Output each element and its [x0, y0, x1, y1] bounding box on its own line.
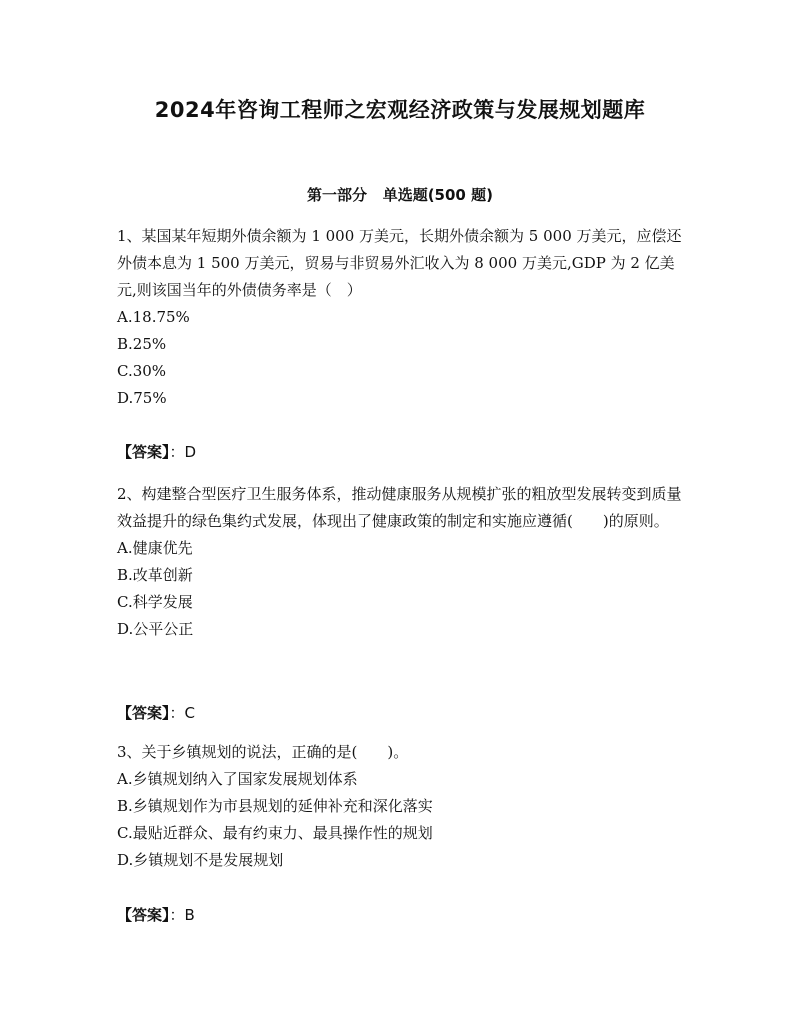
- option-b: B.乡镇规划作为市县规划的延伸补充和深化落实: [117, 797, 433, 815]
- answer-1: [117, 441, 196, 463]
- question-stem: 3、关于乡镇规划的说法，正确的是( )。: [117, 743, 409, 761]
- option-b: B.改革创新: [117, 566, 193, 584]
- option-a: A.健康优先: [117, 539, 193, 557]
- answer-label: 【答案】: [117, 906, 170, 924]
- option-d: D.75%: [117, 389, 167, 407]
- question-stem: 1、某国某年短期外债余额为 1 000 万美元，长期外债余额为 5 000 万美元，应偿还外债本息为 1 500 万美元，贸易与非贸易外汇收入为 8 000 万美元,GDP 为 2 亿美元,则该国当年的外债债务率是（ ）: [117, 227, 682, 299]
- option-a: A.乡镇规划纳入了国家发展规划体系: [117, 770, 358, 788]
- option-b: B.25%: [117, 335, 167, 353]
- question-3: [117, 739, 687, 874]
- answer-2: [117, 702, 195, 724]
- section-heading: 第一部分 单选题(500 题): [307, 186, 493, 204]
- answer-value: ：C: [169, 704, 195, 722]
- answer-value: ：D: [169, 443, 197, 461]
- answer-label: 【答案】: [117, 704, 170, 722]
- option-c: C.30%: [117, 362, 167, 380]
- question-stem: 2、构建整合型医疗卫生服务体系，推动健康服务从规模扩张的粗放型发展转变到质量效益提升的绿色集约式发展，体现出了健康政策的制定和实施应遵循( )的原则。: [117, 485, 682, 530]
- document-title: 2024年咨询工程师之宏观经济政策与发展规划题库: [154, 98, 646, 122]
- question-2: [117, 481, 687, 643]
- option-d: D.公平公正: [117, 620, 194, 638]
- option-c: C.最贴近群众、最有约束力、最具操作性的规划: [117, 824, 433, 842]
- option-a: A.18.75%: [117, 308, 190, 326]
- answer-value: ：B: [169, 906, 195, 924]
- answer-label: 【答案】: [117, 443, 170, 461]
- option-d: D.乡镇规划不是发展规划: [117, 851, 284, 869]
- answer-3: [117, 904, 195, 926]
- question-1: [117, 223, 687, 412]
- option-c: C.科学发展: [117, 593, 193, 611]
